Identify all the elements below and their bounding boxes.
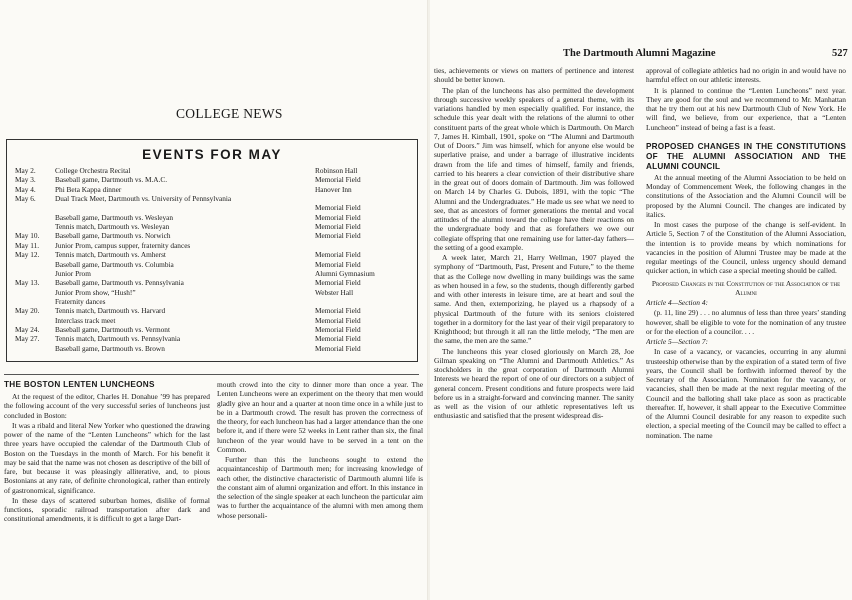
event-date: May 12. (15, 250, 40, 260)
event-date: May 13. (15, 278, 40, 288)
event-row (15, 344, 415, 353)
article-5-text: In case of a vacancy, or vacancies, occurring in any alumni trusteeship otherwise than by the expiration of a stated term of five years, the Council shall be forthwith informed thereof by the Secretary of the Association. Nomination for the vacancy, or vacancies, shall then be made at the next regular meeting of the Council and the balloting shall take place as soon as practicable thereafter. If, however, it shall appear to the Executive Committee of the Alumni Council desirable for any reason to expedite such election, a special meeting of the Council may be called to effect a nomination. The name (646, 347, 846, 440)
event-description: Baseball game, Dartmouth vs. Columbia (55, 259, 174, 269)
proposed-changes-heading: PROPOSED CHANGES IN THE CONSTITUTIONS OF THE ALUMNI ASSOCIATION AND THE ALUMNI COUNCIL (646, 141, 846, 171)
event-row (15, 231, 415, 240)
paragraph: A week later, March 21, Harry Wellman, 1907 played the symphony of “Dartmouth, Past, Present and Future,” to the theme that as the College now dwelling in many buildings was the same as when housed in a few, so the students, though differently garbed and with other interests in leisure time, are at heart and soul the same. And then, extemporizing, he played us a rhapsody of a physical Dartmouth of the future with its seniors cloistered together in a dormitory for the last year of their vigil preparatory to Knighthood; but through it all ran the little melody, “The men are the same, the men are the same.” (434, 253, 634, 346)
event-description: Baseball game, Dartmouth vs. Pennsylvania (55, 278, 184, 288)
event-row (15, 250, 415, 259)
event-row (15, 297, 415, 306)
event-row (15, 316, 415, 325)
event-row (15, 222, 415, 231)
right-column-1 (434, 66, 634, 598)
event-location: Memorial Field (315, 278, 361, 288)
event-row (15, 288, 415, 297)
event-location: Alumni Gymnasium (315, 268, 375, 278)
event-description: Baseball game, Dartmouth vs. M.A.C. (55, 175, 168, 185)
event-description: Baseball game, Dartmouth vs. Wesleyan (55, 212, 174, 222)
left-column-1 (4, 392, 210, 598)
event-row (15, 213, 415, 222)
article-4-text: (p. 11, line 29) . . . no alumnus of less than three years’ standing however, shall be eligible to vote for the nomination of any trustee or for the election of a councilor. . . . (646, 308, 846, 336)
right-column-2 (646, 66, 846, 598)
event-location: Memorial Field (315, 175, 361, 185)
event-location: Memorial Field (315, 222, 361, 232)
paragraph: The plan of the luncheons has also permitted the development through successive weekly speakers of a general theme, with its variations handled by men especially qualified. For instance, the schedule this year dealt with the relations of the alumni to other constituent parts of the great whole which is Dartmouth. On March 7, James H. Kimball, 1901, spoke on “The Alumni and Dartmouth Out of Doors.” Jim was himself, which for anyone else would be superlative praise, and under a barrage of illustrative incidents drawn from the life and times of himself, family and friends, carried to his hearers a clear conviction of their distributive share in the great out of doors domain of Dartmouth. Jim was followed on March 14 by Charles G. Dubois, 1891, with the topic “The Alumni and the Undergraduates.” He made us see what we need to see, that as ancestors of former generations the mental and vocal attitudes of the alumni toward the college have their reactions on the undergraduate body and that as forefathers we owe our collegiate offspring that one remaining use for latter-day fathers—the setting of a good example. (434, 85, 634, 252)
event-date: May 10. (15, 231, 40, 241)
running-head: The Dartmouth Alumni Magazine (563, 48, 716, 59)
paragraph: mouth crowd into the city to dinner more than once a year. The Lenten Luncheons were an experiment on the theory that men would gladly give an hour and a quarter at noon time once in a while just to be in a Dartmouth crowd. The result has proven the correctness of the theory, for each luncheon has had a larger attendance than the one before it, and if there were 52 weeks in Lent rather than six, the final luncheon of the year would have to be served in a tent on the Common. (217, 380, 423, 454)
constitution-heading: Proposed Changes in the Constitution of the Association of the Alumni (651, 278, 841, 297)
event-row (15, 166, 415, 175)
article-5-heading: Article 5—Section 7: (646, 337, 708, 346)
event-row (15, 260, 415, 269)
event-location: Memorial Field (315, 306, 361, 316)
event-description: Baseball game, Dartmouth vs. Brown (55, 343, 165, 353)
event-description: Junior Prom (55, 268, 91, 278)
event-location: Memorial Field (315, 315, 361, 325)
events-title: EVENTS FOR MAY (142, 147, 282, 162)
event-description: Phi Beta Kappa dinner (55, 184, 122, 194)
event-description: Junior Prom, campus supper, fraternity dances (55, 240, 191, 250)
event-location: Memorial Field (315, 324, 361, 334)
event-description: Dual Track Meet, Dartmouth vs. University of Pennsylvania (55, 194, 232, 204)
event-date: May 27. (15, 334, 40, 344)
event-row (15, 241, 415, 250)
event-date: May 24. (15, 324, 40, 334)
event-location: Memorial Field (315, 334, 361, 344)
event-location: Memorial Field (315, 343, 361, 353)
event-row (15, 203, 415, 212)
event-location: Memorial Field (315, 250, 361, 260)
event-row (15, 334, 415, 343)
event-description: Interclass track meet (55, 315, 116, 325)
event-date: May 6. (15, 194, 36, 204)
section-title: COLLEGE NEWS (176, 106, 283, 121)
boston-luncheons-heading: THE BOSTON LENTEN LUNCHEONS (4, 380, 155, 389)
paragraph: At the request of the editor, Charles H. Donahue ’99 has prepared the following account of the very successful series of luncheons just concluded in Boston: (4, 392, 210, 420)
event-description: Junior Prom show, “Hush!” (55, 287, 136, 297)
section-divider (4, 374, 419, 375)
event-location: Memorial Field (315, 203, 361, 213)
event-row (15, 185, 415, 194)
event-location: Memorial Field (315, 259, 361, 269)
event-row (15, 175, 415, 184)
event-row (15, 269, 415, 278)
paragraph: It is planned to continue the “Lenten Luncheons” next year. They are good for the soul and we recommend to Mr. Manhattan that he try them out at his new Dartmouth Club of New York. He will find, we believe, from our experience, that a “Lenten Luncheon” instead of being a fast is a feast. (646, 85, 846, 132)
event-location: Robinson Hall (315, 166, 358, 175)
event-row (15, 306, 415, 315)
page-number: 527 (832, 48, 848, 59)
event-date: May 20. (15, 306, 40, 316)
paragraph: In these days of scattered suburban homes, dislike of formal functions, sporadic railroad transportation after dark and constitutional amendments, it is difficult to get a large Dart- (4, 495, 210, 524)
paragraph: In most cases the purpose of the change is self-evident. In Article 5, Section 7 of the Constitution of the Alumni Association, the intention is to provide means by which nominations for vacancies in the position of Alumni Trustee may be made at the regular meetings of the Council, unless urgency should demand quicker action, in which case a special meeting should be called. (646, 220, 846, 276)
event-description: Tennis match, Dartmouth vs. Harvard (55, 306, 166, 316)
events-box (6, 139, 418, 362)
event-description: Baseball game, Dartmouth vs. Norwich (55, 231, 171, 241)
event-description: Baseball game, Dartmouth vs. Vermont (55, 324, 170, 334)
paragraph: The luncheons this year closed gloriously on March 28, Joe Gilman speaking on “The Alumni and Dartmouth Athletics.” As stockholders in the great corporation of Dartmouth Alumni Interests we heard the report of one of our directors on a subject of general concern. Present conditions and future prospects were laid before us in a straight-forward and convincing manner. The sanity as well as the vision of our athletic representatives left us enthusiastic and satisfied that the present widespread dis- (434, 346, 634, 421)
paragraph: It was a ribald and literal New Yorker who questioned the drawing power of the name of the “Lenten Luncheons” which for the last three years have occupied the calendar of the Dartmouth Club of Boston on the Tuesdays in the month of March. For his benefit it may be said that the name was not chosen as descriptive of the bill of fare, but because it was pleasingly alliterative, and, to pious Bostonians at any rate, of definite chronological, rather than entirely of gastronomical, significance. (4, 420, 210, 495)
event-location: Hanover Inn (315, 184, 352, 194)
event-date: May 11. (15, 240, 40, 250)
article-4-heading: Article 4—Section 4: (646, 298, 708, 307)
paragraph: approval of collegiate athletics had no origin in and would have no harmful effect on our athletic interests. (646, 66, 846, 85)
event-row (15, 325, 415, 334)
paragraph: Further than this the luncheons sought to extend the acquaintanceship of Dartmouth men; for increasing knowledge of each other, the distinctive characteristic of Dartmouth alumni life is the constant aim of alumni organization and effort. In this instance in the selection of the single speaker at each luncheon the particular aim was to further the acquaintance of the alumni with men among them whose personali- (217, 455, 423, 520)
event-row (15, 278, 415, 287)
event-description: Tennis match, Dartmouth vs. Pennsylvania (55, 334, 181, 344)
right-page (430, 0, 852, 600)
event-description: Tennis match, Dartmouth vs. Amherst (55, 250, 166, 260)
event-date: May 4. (15, 184, 36, 194)
event-location: Webster Hall (315, 287, 354, 297)
event-location: Memorial Field (315, 231, 361, 241)
event-date: May 2. (15, 166, 36, 175)
event-description: College Orchestra Recital (55, 166, 131, 175)
paragraph: At the annual meeting of the Alumni Association to be held on Monday of Commencement Week, the following changes in the constitutions of the Association and the Alumni Council will be proposed by the Alumni Council. The changes are indicated by italics. (646, 172, 846, 219)
paragraph: ties, achievements or views on matters of pertinence and interest should be better known. (434, 66, 634, 85)
event-description: Tennis match, Dartmouth vs. Wesleyan (55, 222, 170, 232)
event-location: Memorial Field (315, 212, 361, 222)
left-column-2 (217, 380, 423, 598)
event-date: May 3. (15, 175, 36, 185)
event-description: Fraternity dances (55, 296, 106, 306)
event-row (15, 194, 415, 203)
